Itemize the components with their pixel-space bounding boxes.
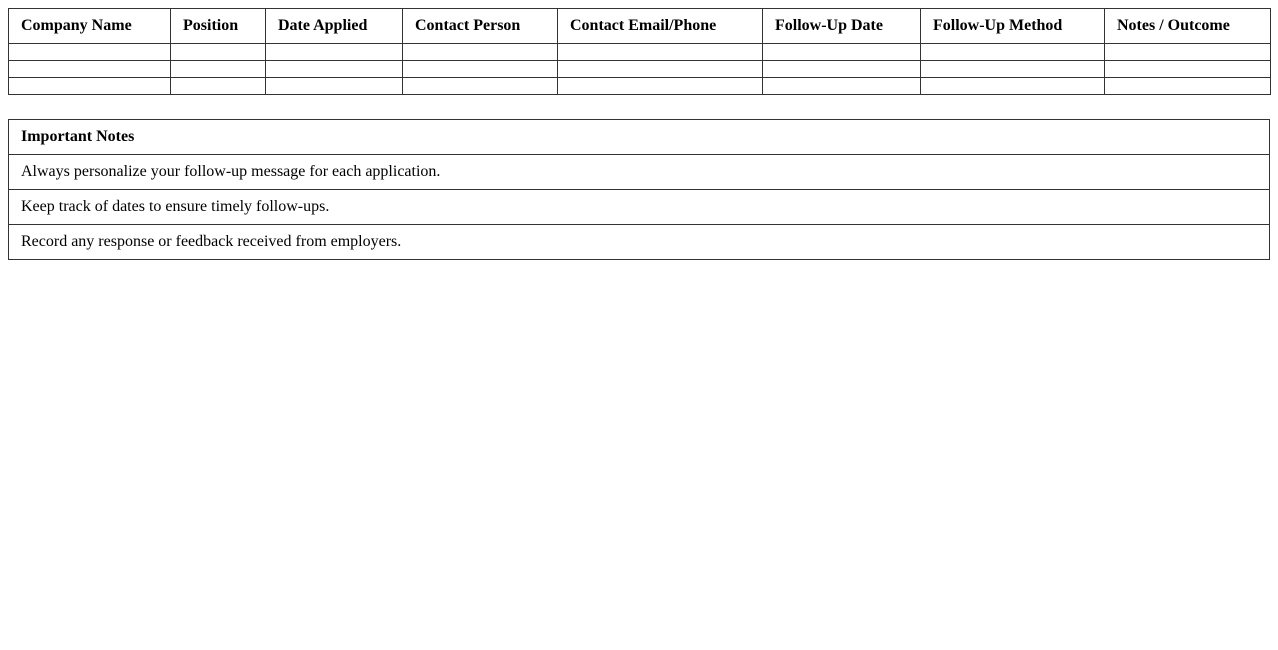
- column-header-contact-person: Contact Person: [403, 9, 558, 44]
- table-cell[interactable]: [9, 44, 171, 61]
- table-cell[interactable]: [1105, 61, 1271, 78]
- table-cell[interactable]: [1105, 44, 1271, 61]
- table-cell[interactable]: [171, 61, 266, 78]
- follow-up-tracker-table: [8, 8, 1271, 95]
- table-cell[interactable]: [921, 44, 1105, 61]
- table-cell[interactable]: [558, 78, 763, 95]
- table-row: [9, 44, 1271, 61]
- column-header-follow-up-method: Follow-Up Method: [921, 9, 1105, 44]
- column-header-notes-outcome: Notes / Outcome: [1105, 9, 1271, 44]
- table-cell[interactable]: [403, 78, 558, 95]
- table-cell[interactable]: [266, 44, 403, 61]
- table-cell[interactable]: [558, 61, 763, 78]
- table-cell[interactable]: [171, 44, 266, 61]
- table-cell[interactable]: [171, 78, 266, 95]
- table-cell[interactable]: [9, 61, 171, 78]
- table-cell[interactable]: [921, 61, 1105, 78]
- table-cell[interactable]: [403, 61, 558, 78]
- note-text: Keep track of dates to ensure timely follow-ups.: [9, 190, 1270, 225]
- table-cell[interactable]: [266, 61, 403, 78]
- notes-header-row: [9, 120, 1270, 155]
- note-text: Always personalize your follow-up message for each application.: [9, 155, 1270, 190]
- column-header-position: Position: [171, 9, 266, 44]
- table-cell[interactable]: [558, 44, 763, 61]
- table-cell[interactable]: [9, 78, 171, 95]
- notes-title: Important Notes: [9, 120, 1270, 155]
- column-header-follow-up-date: Follow-Up Date: [763, 9, 921, 44]
- table-row: [9, 78, 1271, 95]
- table-cell[interactable]: [266, 78, 403, 95]
- table-cell[interactable]: [763, 44, 921, 61]
- list-item: [9, 225, 1270, 260]
- table-cell[interactable]: [403, 44, 558, 61]
- list-item: [9, 155, 1270, 190]
- table-cell[interactable]: [921, 78, 1105, 95]
- important-notes-table: [8, 119, 1270, 260]
- table-cell[interactable]: [763, 78, 921, 95]
- column-header-date-applied: Date Applied: [266, 9, 403, 44]
- column-header-company-name: Company Name: [9, 9, 171, 44]
- table-header-row: [9, 9, 1271, 44]
- table-cell[interactable]: [1105, 78, 1271, 95]
- table-row: [9, 61, 1271, 78]
- column-header-contact-email-phone: Contact Email/Phone: [558, 9, 763, 44]
- list-item: [9, 190, 1270, 225]
- note-text: Record any response or feedback received from employers.: [9, 225, 1270, 260]
- table-cell[interactable]: [763, 61, 921, 78]
